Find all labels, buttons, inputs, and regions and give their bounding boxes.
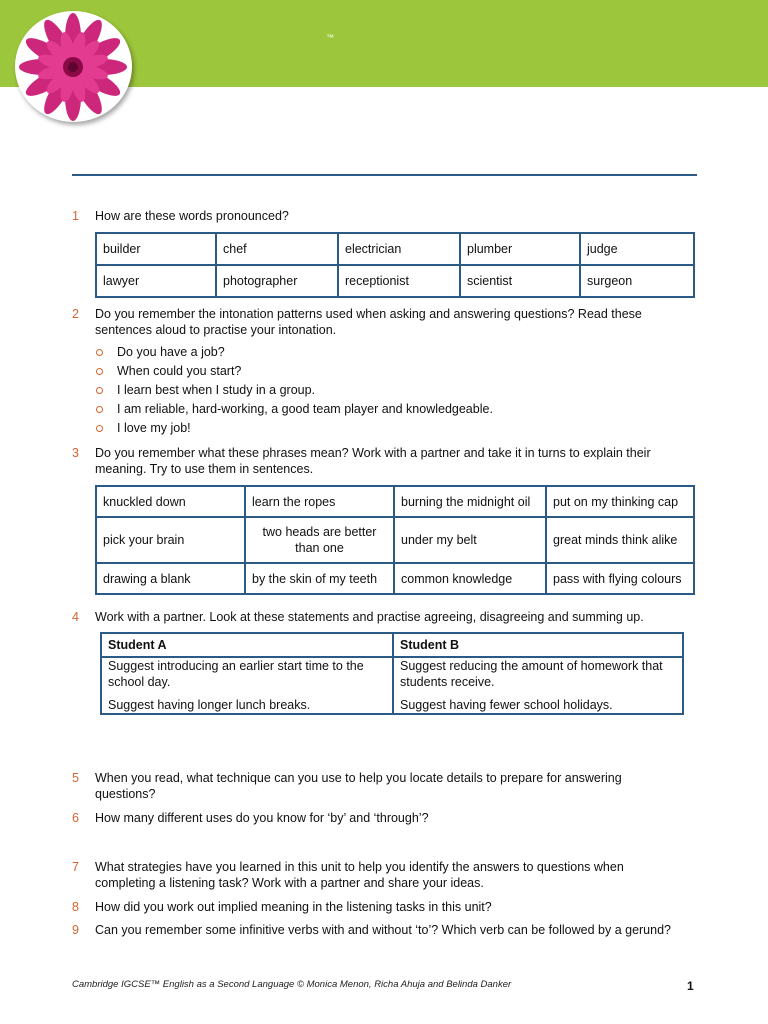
question-number: 3 <box>72 446 79 460</box>
table-cell: plumber <box>460 233 580 265</box>
intonation-bullet-list <box>95 343 493 438</box>
table-cell: burning the midnight oil <box>394 486 546 517</box>
phrases-table <box>95 485 695 595</box>
list-item <box>95 381 493 400</box>
table-cell: two heads are better than one <box>245 517 394 563</box>
pink-flower-icon <box>15 11 132 122</box>
list-item <box>95 343 493 362</box>
table-cell: knuckled down <box>96 486 245 517</box>
table-cell: under my belt <box>394 517 546 563</box>
statement-text: Suggest having longer lunch breaks. <box>108 698 311 712</box>
statement-text: Suggest having fewer school holidays. <box>400 698 613 712</box>
question-number: 8 <box>72 900 79 914</box>
table-cell: pass with flying colours <box>546 563 694 594</box>
question-6 <box>72 810 682 826</box>
question-text: How are these words pronounced? <box>95 209 289 223</box>
student-statements-table <box>100 632 684 715</box>
question-4 <box>72 609 682 625</box>
question-text: Work with a partner. Look at these statements and practise agreeing, disagreeing and summing up. <box>95 610 644 624</box>
table-cell: scientist <box>460 265 580 297</box>
question-5 <box>72 770 682 802</box>
question-9 <box>72 922 682 938</box>
question-text: Do you remember what these phrases mean? Work with a partner and take it in turns to explain their meaning. Try to use them in sentences. <box>95 446 651 476</box>
trademark-symbol: ™ <box>326 33 334 42</box>
bullet-icon <box>96 368 103 375</box>
question-number: 6 <box>72 811 79 825</box>
question-text: Do you remember the intonation patterns used when asking and answering questions? Read these sentences aloud to practise your intonation. <box>95 307 642 337</box>
table-cell: by the skin of my teeth <box>245 563 394 594</box>
question-number: 5 <box>72 771 79 785</box>
table-cell: chef <box>216 233 338 265</box>
table-cell: great minds think alike <box>546 517 694 563</box>
list-item-text: I am reliable, hard-working, a good team player and knowledgeable. <box>117 402 493 416</box>
question-2 <box>72 306 682 338</box>
list-item-text: Do you have a job? <box>117 345 225 359</box>
table-cell: pick your brain <box>96 517 245 563</box>
table-cell: photographer <box>216 265 338 297</box>
student-b-header: Student B <box>393 633 683 657</box>
list-item-text: When could you start? <box>117 364 242 378</box>
table-cell: surgeon <box>580 265 694 297</box>
question-text: Can you remember some infinitive verbs with and without ‘to’? Which verb can be followed by a gerund? <box>95 923 671 937</box>
table-cell: electrician <box>338 233 460 265</box>
question-8 <box>72 899 682 915</box>
question-text: When you read, what technique can you use to help you locate details to prepare for answering questions? <box>95 771 622 801</box>
table-cell: lawyer <box>96 265 216 297</box>
student-a-cell <box>101 657 393 714</box>
question-number: 7 <box>72 860 79 874</box>
list-item <box>95 362 493 381</box>
table-row <box>96 265 694 297</box>
student-b-cell <box>393 657 683 714</box>
bullet-icon <box>96 425 103 432</box>
question-3 <box>72 445 682 477</box>
table-row <box>96 486 694 517</box>
bullet-icon <box>96 349 103 356</box>
pronunciation-table <box>95 232 695 298</box>
student-a-header: Student A <box>101 633 393 657</box>
question-text: How did you work out implied meaning in the listening tasks in this unit? <box>95 900 492 914</box>
question-7 <box>72 859 682 891</box>
question-1 <box>72 208 682 224</box>
table-cell: judge <box>580 233 694 265</box>
table-cell: drawing a blank <box>96 563 245 594</box>
table-row <box>96 233 694 265</box>
question-number: 2 <box>72 307 79 321</box>
table-cell: learn the ropes <box>245 486 394 517</box>
footer-citation: Cambridge IGCSE™ English as a Second Language © Monica Menon, Richa Ahuja and Belinda Danker <box>72 979 512 990</box>
list-item-text: I love my job! <box>117 421 191 435</box>
section-rule <box>72 174 697 176</box>
table-cell: builder <box>96 233 216 265</box>
question-number: 1 <box>72 209 79 223</box>
table-row <box>96 563 694 594</box>
table-header-row <box>101 633 683 657</box>
table-cell: put on my thinking cap <box>546 486 694 517</box>
list-item <box>95 419 493 438</box>
table-cell: receptionist <box>338 265 460 297</box>
list-item-text: I learn best when I study in a group. <box>117 383 316 397</box>
question-text: What strategies have you learned in this unit to help you identify the answers to questions when completing a listening task? Work with a partner and share your ideas. <box>95 860 624 890</box>
question-text: How many different uses do you know for ‘by’ and ‘through’? <box>95 811 429 825</box>
question-number: 9 <box>72 923 79 937</box>
table-row <box>101 657 683 714</box>
question-number: 4 <box>72 610 79 624</box>
bullet-icon <box>96 387 103 394</box>
list-item <box>95 400 493 419</box>
statement-text: Suggest reducing the amount of homework that students receive. <box>400 659 663 689</box>
bullet-icon <box>96 406 103 413</box>
table-cell: common knowledge <box>394 563 546 594</box>
statement-text: Suggest introducing an earlier start time to the school day. <box>108 659 364 689</box>
page-number: 1 <box>687 979 694 993</box>
table-row <box>96 517 694 563</box>
